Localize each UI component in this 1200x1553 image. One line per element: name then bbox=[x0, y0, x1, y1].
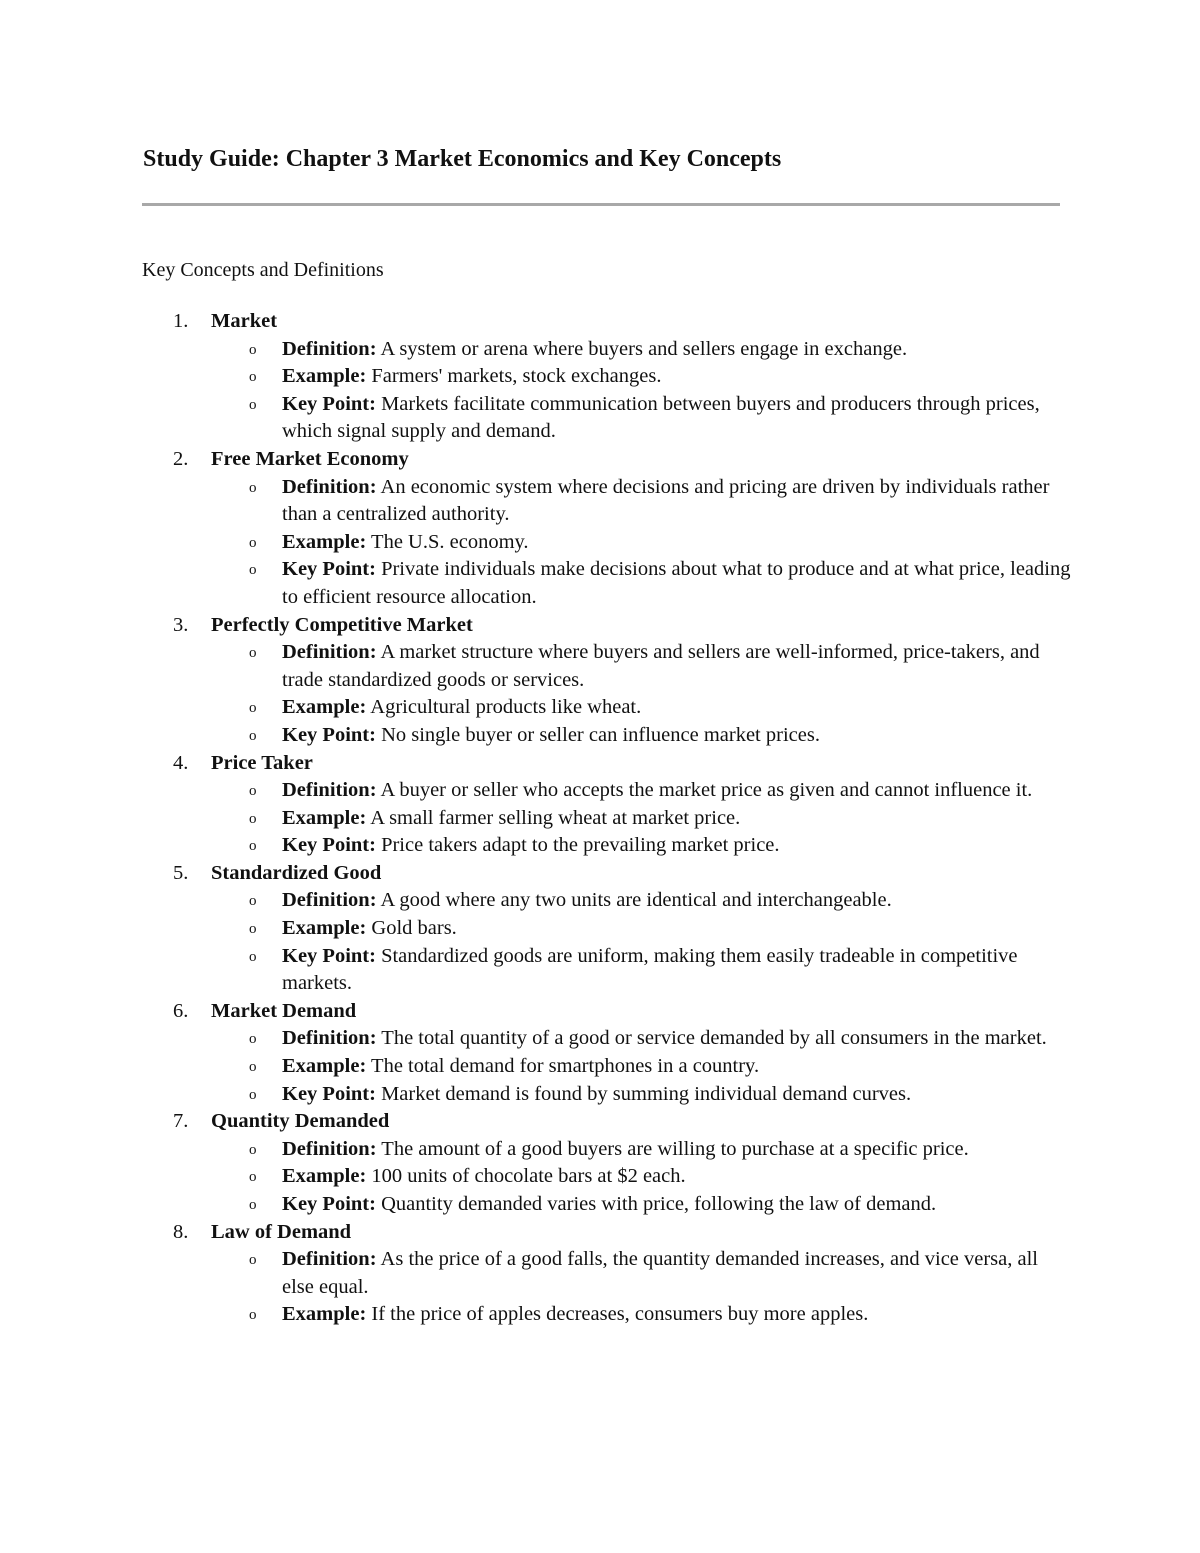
concept-point bbox=[0, 474, 1072, 529]
point-text: An economic system where decisions and pricing are driven by individuals rather than a centralized authority. bbox=[282, 475, 1050, 526]
point-label: Example: bbox=[282, 530, 367, 553]
concept-point bbox=[0, 1191, 1072, 1219]
concept-name: Standardized Good bbox=[211, 861, 382, 884]
concept-name: Market Demand bbox=[211, 999, 357, 1022]
concept-points bbox=[0, 474, 1200, 612]
concept-name: Law of Demand bbox=[211, 1220, 352, 1243]
concept-number: 6. bbox=[173, 999, 189, 1022]
point-text: No single buyer or seller can influence market prices. bbox=[381, 723, 820, 746]
point-label: Key Point: bbox=[282, 723, 376, 746]
concept-list bbox=[0, 308, 1200, 1329]
point-label: Example: bbox=[282, 1055, 367, 1078]
concept-point bbox=[0, 556, 1072, 611]
bullet-icon: o bbox=[249, 534, 257, 551]
point-text: A market structure where buyers and sellers are well-informed, price-takers, and trade standardized goods or services. bbox=[282, 641, 1040, 691]
point-label: Key Point: bbox=[282, 834, 376, 857]
concept-point bbox=[0, 694, 1072, 722]
bullet-icon: o bbox=[249, 1169, 257, 1186]
concept-points bbox=[0, 887, 1200, 997]
concept-name: Price Taker bbox=[211, 751, 313, 774]
bullet-icon: o bbox=[249, 1252, 257, 1269]
concept-point bbox=[0, 832, 1072, 860]
concept-point bbox=[0, 1136, 1072, 1164]
concept-point bbox=[0, 915, 1072, 943]
concept-point bbox=[0, 722, 1072, 750]
concept-point bbox=[0, 391, 1072, 446]
point-label: Example: bbox=[282, 917, 367, 940]
concept-point bbox=[0, 943, 1072, 998]
concept-header bbox=[0, 1108, 1200, 1136]
bullet-icon: o bbox=[249, 893, 257, 910]
concept-points bbox=[0, 777, 1200, 860]
point-text: A system or arena where buyers and sellers engage in exchange. bbox=[380, 337, 908, 360]
concept-item bbox=[0, 612, 1200, 750]
concept-point bbox=[0, 1301, 1072, 1329]
concept-item bbox=[0, 1219, 1200, 1329]
concept-item bbox=[0, 750, 1200, 860]
concept-point bbox=[0, 363, 1072, 391]
bullet-icon: o bbox=[249, 700, 257, 717]
point-text: Standardized goods are uniform, making them easily tradeable in competitive markets. bbox=[282, 944, 1018, 995]
concept-number: 4. bbox=[173, 751, 189, 774]
point-label: Definition: bbox=[282, 779, 377, 802]
concept-name: Market bbox=[211, 310, 278, 332]
concept-number: 3. bbox=[173, 613, 189, 636]
concept-item bbox=[0, 998, 1200, 1108]
point-label: Example: bbox=[282, 1303, 367, 1326]
point-text: Market demand is found by summing individual demand curves. bbox=[381, 1082, 912, 1105]
bullet-icon: o bbox=[249, 1059, 257, 1076]
concept-number: 8. bbox=[173, 1220, 189, 1243]
concept-point bbox=[0, 1081, 1072, 1109]
concept-item bbox=[0, 1108, 1200, 1218]
concept-number: 7. bbox=[173, 1110, 189, 1133]
concept-points bbox=[0, 1136, 1200, 1219]
point-label: Definition: bbox=[282, 1248, 377, 1271]
point-text: The amount of a good buyers are willing to purchase at a specific price. bbox=[381, 1137, 969, 1160]
bullet-icon: o bbox=[249, 1141, 257, 1158]
bullet-icon: o bbox=[249, 1307, 257, 1324]
concept-header bbox=[0, 1219, 1200, 1247]
point-label: Definition: bbox=[282, 889, 377, 912]
point-text: A buyer or seller who accepts the market price as given and cannot influence it. bbox=[380, 779, 1033, 802]
concept-header bbox=[0, 446, 1200, 474]
point-label: Key Point: bbox=[282, 1193, 376, 1215]
point-label: Key Point: bbox=[282, 1082, 376, 1105]
concept-item bbox=[0, 860, 1200, 998]
concept-point bbox=[0, 887, 1072, 915]
page-title: Study Guide: Chapter 3 Market Economics and Key Concepts bbox=[143, 146, 782, 172]
concept-item bbox=[0, 308, 1200, 446]
concept-number: 1. bbox=[173, 310, 189, 332]
concept-points bbox=[0, 639, 1200, 749]
concept-header bbox=[0, 750, 1200, 778]
bullet-icon: o bbox=[249, 783, 257, 800]
concept-header bbox=[0, 998, 1200, 1026]
section-heading: Key Concepts and Definitions bbox=[142, 259, 384, 281]
concept-point bbox=[0, 777, 1072, 805]
concept-points bbox=[0, 1025, 1200, 1108]
bullet-icon: o bbox=[249, 810, 257, 827]
point-text: The U.S. economy. bbox=[371, 530, 529, 553]
concept-number: 5. bbox=[173, 861, 189, 884]
point-label: Example: bbox=[282, 806, 367, 829]
bullet-icon: o bbox=[249, 921, 257, 938]
point-text: Private individuals make decisions about what to produce and at what price, leading to efficient resource allocation. bbox=[282, 558, 1071, 608]
concept-number: 2. bbox=[173, 447, 189, 470]
concept-item bbox=[0, 446, 1200, 612]
point-label: Example: bbox=[282, 1165, 367, 1188]
bullet-icon: o bbox=[249, 341, 257, 358]
bullet-icon: o bbox=[249, 838, 257, 855]
point-text: The total quantity of a good or service demanded by all consumers in the market. bbox=[381, 1027, 1047, 1050]
point-label: Definition: bbox=[282, 337, 377, 360]
point-label: Example: bbox=[282, 696, 367, 719]
point-text: 100 units of chocolate bars at $2 each. bbox=[371, 1165, 686, 1188]
concept-points bbox=[0, 336, 1200, 446]
concept-point bbox=[0, 805, 1072, 833]
point-label: Key Point: bbox=[282, 558, 376, 581]
bullet-icon: o bbox=[249, 645, 257, 662]
bullet-icon: o bbox=[249, 396, 257, 413]
point-text: As the price of a good falls, the quantity demanded increases, and vice versa, all else equal. bbox=[282, 1248, 1039, 1298]
point-label: Example: bbox=[282, 365, 367, 388]
concept-point bbox=[0, 639, 1072, 694]
bullet-icon: o bbox=[249, 479, 257, 496]
point-text: Farmers' markets, stock exchanges. bbox=[371, 365, 662, 388]
bullet-icon: o bbox=[249, 948, 257, 965]
point-label: Definition: bbox=[282, 1027, 377, 1050]
bullet-icon: o bbox=[249, 1031, 257, 1048]
point-text: Agricultural products like wheat. bbox=[370, 696, 642, 719]
concept-point bbox=[0, 1025, 1072, 1053]
point-text: A good where any two units are identical and interchangeable. bbox=[380, 889, 892, 912]
concept-name: Free Market Economy bbox=[211, 447, 409, 470]
point-text: Gold bars. bbox=[371, 917, 457, 940]
point-label: Definition: bbox=[282, 1137, 377, 1160]
concept-point bbox=[0, 529, 1072, 557]
concept-point bbox=[0, 1163, 1072, 1191]
bullet-icon: o bbox=[249, 727, 257, 744]
point-text: A small farmer selling wheat at market price. bbox=[370, 806, 741, 829]
concept-header bbox=[0, 308, 1200, 336]
bullet-icon: o bbox=[249, 1086, 257, 1103]
concept-header bbox=[0, 612, 1200, 640]
concept-point bbox=[0, 1053, 1072, 1081]
point-text: If the price of apples decreases, consumers buy more apples. bbox=[371, 1303, 869, 1326]
bullet-icon: o bbox=[249, 369, 257, 386]
concept-point bbox=[0, 336, 1072, 364]
point-text: The total demand for smartphones in a country. bbox=[371, 1055, 760, 1078]
horizontal-rule bbox=[142, 203, 1060, 206]
point-label: Definition: bbox=[282, 475, 377, 498]
concept-header bbox=[0, 860, 1200, 888]
bullet-icon: o bbox=[249, 1197, 257, 1213]
point-text: Price takers adapt to the prevailing market price. bbox=[381, 834, 780, 857]
concept-name: Quantity Demanded bbox=[211, 1110, 390, 1133]
point-label: Key Point: bbox=[282, 392, 376, 415]
concept-points bbox=[0, 1246, 1200, 1329]
concept-name: Perfectly Competitive Market bbox=[211, 613, 473, 636]
point-text: Markets facilitate communication between buyers and producers through prices, which signal supply and demand. bbox=[282, 392, 1040, 443]
bullet-icon: o bbox=[249, 562, 257, 579]
concept-point bbox=[0, 1246, 1072, 1301]
point-text: Quantity demanded varies with price, following the law of demand. bbox=[381, 1193, 937, 1215]
point-label: Definition: bbox=[282, 641, 377, 664]
point-label: Key Point: bbox=[282, 944, 376, 967]
